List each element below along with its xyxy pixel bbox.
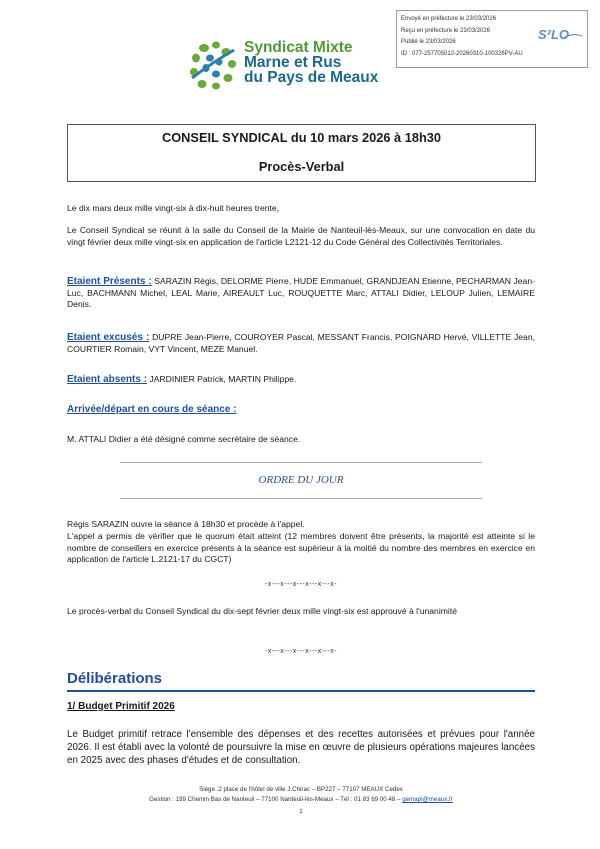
logo-line-3: du Pays de Meaux — [244, 69, 379, 86]
footer-email-link[interactable]: gemapi@meaux.fr — [402, 796, 453, 803]
page-number: 1 — [299, 808, 303, 815]
syndicat-logo — [186, 38, 416, 94]
page-subtitle: Procès-Verbal — [258, 159, 345, 174]
stamp-line-published: Publié le 23/03/2026 — [401, 39, 456, 45]
secretaire-paragraph: M. ATTALI Didier a été désigné comme secrétaire de séance. — [67, 434, 301, 444]
budget-primitif-paragraph: Le Budget primitif retrace l'ensemble des dépenses et des recettes autorisées et prévues pour l'année 2026. Il est établi avec la volonté de poursuivre la mise en œuvre de plusieurs opérations majeures lancées en 2025 avec des phases d'études et de consultation. — [67, 729, 535, 766]
stamp-line-received: Reçu en préfecture le 23/03/2026 — [401, 27, 491, 34]
leaf-cluster-icon — [186, 38, 240, 92]
intro-paragraph: Le dix mars deux mille vingt-six à dix-huit heures trente, — [67, 203, 280, 213]
absents-paragraph — [67, 374, 535, 386]
pv-approuve-paragraph: Le procès-verbal du Conseil Syndical du dix-sept février deux mille vingt-six est approuvé à l'unanimité — [67, 606, 457, 616]
logo-text — [244, 40, 378, 85]
presents-list: SARAZIN Régis, DELORME Pierre, HUDE Emmanuel, GRANDJEAN Etienne, PECHARMAN Jean-Luc, BACHMANN Michel, LEAL Marie, AIREAULT Luc, ROUQUETTE Marc, ATTALI Didier, LELOUP Julien, LEMAIRE Denis. — [67, 276, 535, 310]
absents-label: Etaient absents : — [67, 374, 148, 385]
slo-logo: S²LO — [537, 27, 569, 42]
ordre-du-jour-box — [120, 462, 482, 499]
arrivee-heading — [67, 404, 535, 416]
deliberations-heading: Délibérations — [67, 670, 163, 687]
footer-gestion-text: Gestion : 199 Chemin Bas de Nanteuil – 77100 Nanteuil-lès-Meaux – Tél : 01 83 69 00 48 – — [149, 796, 403, 803]
ouverture-paragraph: Régis SARAZIN ouvre la séance à 18h30 et procède à l'appel. — [67, 519, 305, 529]
stamp-line-sent: Envoyé en préfecture le 23/03/2026 — [401, 16, 497, 22]
absents-list: JARDINIER Patrick, MARTIN Philippe. — [147, 374, 297, 384]
footer-address: Siège :2 place de l'hôtel de ville J.Chirac – BP227 – 77107 MEAUX Cedex — [199, 786, 403, 793]
ordre-du-jour-heading: ORDRE DU JOUR — [258, 474, 344, 486]
prefecture-stamp — [396, 10, 588, 68]
presents-paragraph — [67, 276, 535, 311]
separator: -x---x---x---x---x---x- — [264, 648, 338, 655]
excuses-label: Etaient excusés : — [67, 332, 150, 343]
stamp-line-id: ID : 077-257705012-20260310-100326PV-AU — [401, 50, 523, 57]
presents-label: Etaient Présents : — [67, 276, 152, 287]
page-title: CONSEIL SYNDICAL du 10 mars 2026 à 18h30 — [161, 130, 442, 145]
budget-primitif-heading: 1/ Budget Primitif 2026 — [67, 701, 175, 712]
separator: -x---x---x---x---x---x- — [264, 581, 338, 588]
logo-line-1: Syndicat Mixte — [244, 39, 353, 56]
arrivee-label: Arrivée/départ en cours de séance : — [67, 404, 237, 415]
deliberations-underline — [67, 690, 535, 692]
title-box — [67, 124, 536, 182]
appel-paragraph: L'appel a permis de vérifier que le quorum était atteint (12 membres doivent être présents, la majorité est atteinte si le nombre de conseillers en exercice présents à la séance est supérieur à la moitié du nombre des membres en exercice en application de l'article L.2121-17 du CGCT) — [67, 531, 535, 565]
excuses-paragraph — [67, 332, 535, 355]
footer-gestion — [67, 796, 535, 803]
excuses-list: DUPRE Jean-Pierre, COUROYER Pascal, MESSANT Francis, POIGNARD Hervé, VILLETTE Jean, COURTIER Romain, VYT Vincent, MEZE Manuel. — [67, 332, 535, 354]
slo-swoosh-icon — [561, 33, 583, 41]
logo-line-2: Marne et Rus — [244, 54, 342, 71]
convocation-paragraph: Le Conseil Syndical se réunit à la salle du Conseil de la Mairie de Nanteuil-lès-Meaux, sur une convocation en date du vingt février deux mille vingt-six en application de l'article L2121-12 du Code Général des Collectivités Territoriales. — [67, 225, 535, 247]
